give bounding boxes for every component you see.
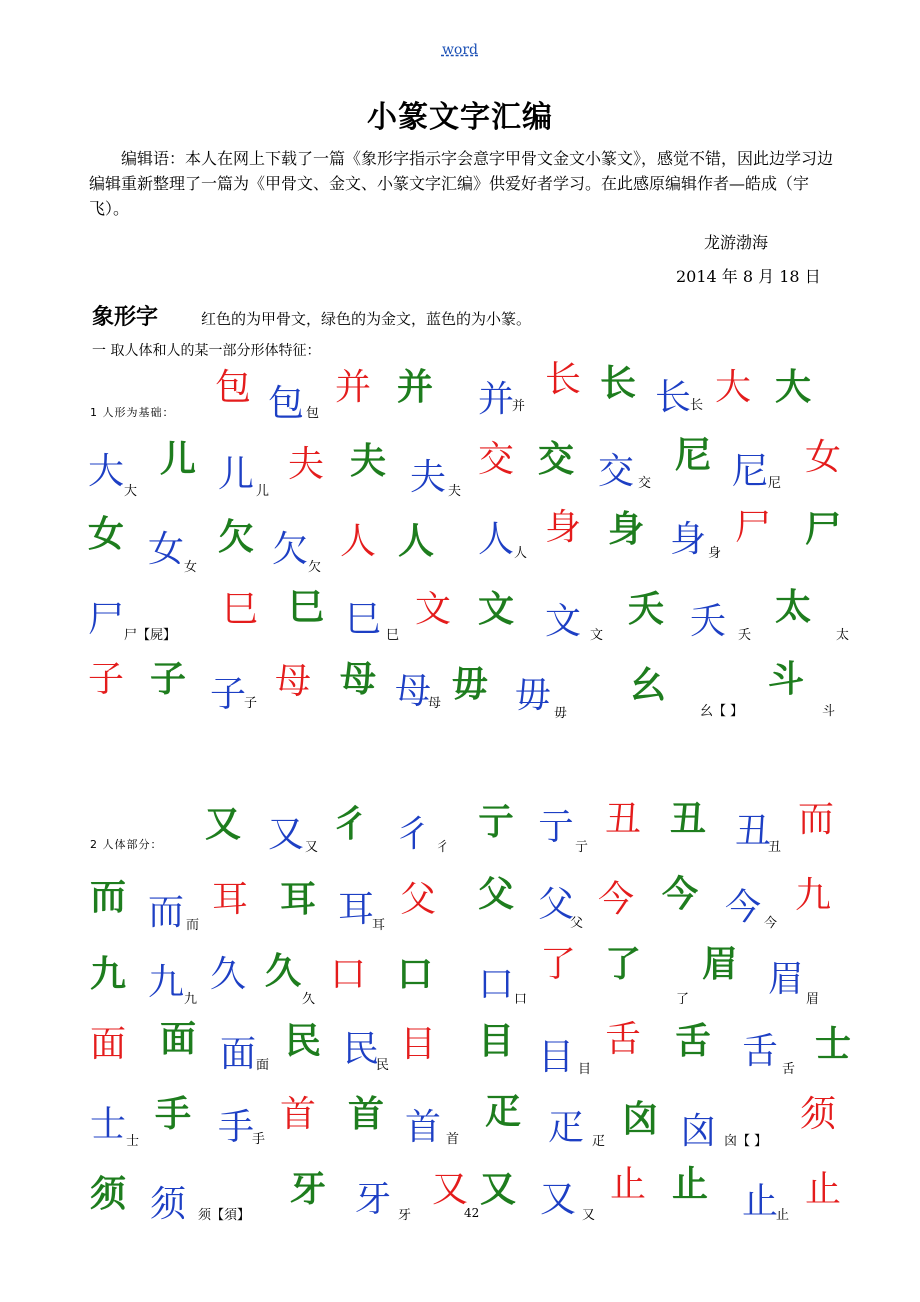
glyph-blue: 又 bbox=[540, 1179, 577, 1220]
glyph-green: 眉 bbox=[702, 944, 739, 985]
glyph-blue: 夫 bbox=[410, 457, 447, 498]
glyph-green: 儿 bbox=[160, 439, 197, 480]
glyph-red: 交 bbox=[478, 439, 515, 480]
glyph-green: 彳 bbox=[332, 804, 369, 845]
character-label: 首 bbox=[446, 1132, 460, 1147]
character-label: 而 bbox=[186, 918, 200, 933]
glyph-green: 长 bbox=[600, 363, 637, 404]
glyph-blue: 止 bbox=[742, 1181, 779, 1222]
character-label: 牙 bbox=[398, 1208, 412, 1223]
character-label: 九 bbox=[184, 992, 198, 1007]
glyph-blue: 文 bbox=[545, 601, 582, 642]
glyph-blue: 目 bbox=[538, 1037, 575, 1078]
glyph-red: 包 bbox=[215, 367, 252, 408]
character-label: 亍 bbox=[575, 840, 589, 855]
glyph-green: 毋 bbox=[452, 664, 489, 705]
glyph-red: 夫 bbox=[288, 444, 325, 485]
glyph-green: 舌 bbox=[675, 1021, 712, 1062]
character-label: 久 bbox=[302, 992, 316, 1007]
glyph-green: 又 bbox=[480, 1169, 517, 1210]
glyph-green: 了 bbox=[605, 944, 642, 985]
glyph-green: 并 bbox=[397, 367, 434, 408]
character-label: 毋 bbox=[554, 706, 568, 721]
glyph-green: 斗 bbox=[768, 659, 805, 700]
glyph-green: 身 bbox=[608, 509, 645, 550]
glyph-red: 子 bbox=[88, 659, 125, 700]
character-label: 手 bbox=[252, 1132, 266, 1147]
glyph-blue: 牙 bbox=[355, 1179, 392, 1220]
character-label: 交 bbox=[638, 476, 652, 491]
glyph-red: 九 bbox=[795, 875, 832, 916]
glyph-red: 止 bbox=[805, 1169, 842, 1210]
character-label: 口 bbox=[514, 992, 528, 1007]
glyph-red: 耳 bbox=[212, 879, 249, 920]
glyph-red: 尸 bbox=[735, 507, 772, 548]
character-label: 长 bbox=[690, 398, 704, 413]
glyph-blue: 手 bbox=[218, 1107, 255, 1148]
glyph-green: 文 bbox=[478, 589, 515, 630]
glyph-red: 并 bbox=[335, 367, 372, 408]
glyph-red: 文 bbox=[415, 589, 452, 630]
glyph-red: 长 bbox=[545, 359, 582, 400]
character-label: 人 bbox=[514, 546, 528, 561]
character-label: 太 bbox=[836, 628, 850, 643]
character-label: 又 bbox=[305, 840, 319, 855]
glyph-green: 尼 bbox=[675, 435, 712, 476]
glyph-green: 囟 bbox=[622, 1099, 659, 1140]
glyph-blue: 须 bbox=[150, 1184, 187, 1225]
glyph-blue: 彳 bbox=[395, 814, 432, 855]
glyph-blue: 身 bbox=[670, 519, 707, 560]
glyph-blue: 民 bbox=[343, 1029, 380, 1070]
character-label: 母 bbox=[428, 696, 442, 711]
glyph-red: 今 bbox=[598, 879, 635, 920]
glyph-green: 幺 bbox=[630, 665, 667, 706]
glyph-blue: 欠 bbox=[272, 529, 309, 570]
glyph-green: 而 bbox=[90, 877, 127, 918]
character-label: 彳 bbox=[436, 840, 450, 855]
glyph-green: 人 bbox=[398, 521, 435, 562]
glyph-green: 面 bbox=[160, 1019, 197, 1060]
glyph-green: 止 bbox=[672, 1164, 709, 1205]
character-label: 士 bbox=[126, 1134, 140, 1149]
character-label: 止 bbox=[776, 1208, 790, 1223]
glyph-red: 巳 bbox=[222, 589, 259, 630]
character-label: 包 bbox=[306, 406, 320, 421]
character-label: 幺【 】 bbox=[700, 704, 744, 719]
glyph-blue: 舌 bbox=[742, 1031, 779, 1072]
glyph-blue: 疋 bbox=[548, 1107, 585, 1148]
character-label: 夫 bbox=[448, 484, 462, 499]
glyph-green: 久 bbox=[265, 951, 302, 992]
character-label: 了 bbox=[676, 992, 690, 1007]
glyph-red: 女 bbox=[805, 437, 842, 478]
glyph-blue: 人 bbox=[478, 519, 515, 560]
glyph-blue: 眉 bbox=[768, 959, 805, 1000]
glyph-blue: 子 bbox=[210, 674, 247, 715]
glyph-green: 夭 bbox=[628, 589, 665, 630]
character-label: 欠 bbox=[308, 560, 322, 575]
glyph-blue: 尼 bbox=[732, 451, 769, 492]
glyph-green: 大 bbox=[775, 367, 812, 408]
character-label: 女 bbox=[184, 560, 198, 575]
character-label: 并 bbox=[512, 399, 526, 414]
glyph-green: 须 bbox=[90, 1174, 127, 1215]
glyph-green: 女 bbox=[88, 514, 125, 555]
glyph-blue: 毋 bbox=[515, 675, 552, 716]
glyph-green: 今 bbox=[662, 874, 699, 915]
glyph-green: 疋 bbox=[485, 1091, 522, 1132]
glyph-blue: 尸 bbox=[88, 599, 125, 640]
glyph-blue: 久 bbox=[210, 954, 247, 995]
glyph-red: 首 bbox=[280, 1094, 317, 1135]
glyph-blue: 又 bbox=[268, 814, 305, 855]
glyph-green: 首 bbox=[348, 1094, 385, 1135]
character-label: 舌 bbox=[782, 1062, 796, 1077]
row-label-1: 1 人形为基础： bbox=[90, 406, 175, 419]
glyph-green: 牙 bbox=[290, 1169, 327, 1210]
glyph-green: 父 bbox=[478, 874, 515, 915]
glyph-green: 口 bbox=[397, 954, 434, 995]
glyph-green: 太 bbox=[775, 587, 812, 628]
glyph-red: 父 bbox=[400, 879, 437, 920]
glyph-red: 了 bbox=[540, 944, 577, 985]
glyph-blue: 囟 bbox=[680, 1111, 717, 1152]
character-label: 今 bbox=[764, 916, 778, 931]
glyph-blue: 包 bbox=[268, 383, 305, 424]
glyph-blue: 并 bbox=[478, 379, 515, 420]
glyph-green: 耳 bbox=[280, 879, 317, 920]
glyph-red: 丑 bbox=[605, 799, 642, 840]
glyph-red: 须 bbox=[800, 1094, 837, 1135]
glyph-red: 舌 bbox=[605, 1019, 642, 1060]
character-label: 囟【 】 bbox=[724, 1134, 768, 1149]
glyph-green: 母 bbox=[340, 659, 377, 700]
glyph-blue: 女 bbox=[148, 529, 185, 570]
section-note: 红色的为甲骨文，绿色的为金文，蓝色的为小篆。 bbox=[201, 310, 532, 328]
row-label-2: 2 人体部分： bbox=[90, 838, 163, 851]
glyph-red: 大 bbox=[715, 367, 752, 408]
glyph-blue: 父 bbox=[538, 884, 575, 925]
author: 龙游渤海 bbox=[704, 233, 769, 252]
glyph-blue: 夭 bbox=[690, 601, 727, 642]
glyph-green: 手 bbox=[155, 1094, 192, 1135]
character-label: 民 bbox=[376, 1058, 390, 1073]
glyph-blue: 士 bbox=[90, 1104, 127, 1145]
glyph-blue: 儿 bbox=[218, 454, 255, 495]
glyph-blue: 面 bbox=[220, 1034, 257, 1075]
glyph-blue: 耳 bbox=[338, 889, 375, 930]
glyph-green: 欠 bbox=[218, 517, 255, 558]
glyph-red: 面 bbox=[90, 1024, 127, 1065]
glyph-blue: 今 bbox=[725, 887, 762, 928]
character-label: 丑 bbox=[768, 840, 782, 855]
glyph-green: 九 bbox=[90, 954, 127, 995]
glyph-blue: 长 bbox=[655, 377, 692, 418]
character-label: 文 bbox=[590, 628, 604, 643]
glyph-red: 人 bbox=[340, 521, 377, 562]
section-title: 象形字 bbox=[92, 305, 159, 330]
character-label: 尸【屍】 bbox=[124, 628, 177, 643]
glyph-red: 又 bbox=[432, 1169, 469, 1210]
character-label: 子 bbox=[244, 696, 258, 711]
character-label: 面 bbox=[256, 1058, 270, 1073]
glyph-blue: 丑 bbox=[735, 811, 772, 852]
glyph-green: 亍 bbox=[478, 802, 515, 843]
page-number: 42 bbox=[464, 1206, 480, 1220]
section-subtitle: 一 取人体和人的某一部分形体特征： bbox=[92, 343, 321, 359]
intro-paragraph bbox=[89, 146, 834, 221]
glyph-red: 目 bbox=[400, 1024, 437, 1065]
character-label: 眉 bbox=[806, 992, 820, 1007]
header-word-link[interactable]: word bbox=[441, 42, 479, 58]
glyph-red: 身 bbox=[545, 507, 582, 548]
character-label: 斗 bbox=[822, 704, 836, 719]
character-label: 巳 bbox=[386, 628, 400, 643]
character-label: 大 bbox=[124, 484, 138, 499]
glyph-green: 夫 bbox=[350, 441, 387, 482]
glyph-green: 子 bbox=[150, 659, 187, 700]
character-label: 耳 bbox=[372, 918, 386, 933]
glyph-green: 巳 bbox=[288, 587, 325, 628]
glyph-green: 士 bbox=[815, 1024, 852, 1065]
glyph-green: 目 bbox=[478, 1021, 515, 1062]
character-label: 夭 bbox=[738, 628, 752, 643]
glyph-blue: 而 bbox=[148, 892, 185, 933]
glyph-red: 止 bbox=[610, 1164, 647, 1205]
glyph-blue: 亍 bbox=[538, 807, 575, 848]
character-label: 须【須】 bbox=[198, 1208, 251, 1223]
glyph-red: 而 bbox=[798, 799, 835, 840]
glyph-blue: 巳 bbox=[345, 599, 382, 640]
glyph-blue: 母 bbox=[395, 671, 432, 712]
glyph-green: 民 bbox=[285, 1021, 322, 1062]
glyph-green: 丑 bbox=[670, 799, 707, 840]
glyph-blue: 大 bbox=[88, 451, 125, 492]
character-label: 又 bbox=[582, 1208, 596, 1223]
date: 2014 年 8 月 18 日 bbox=[676, 267, 821, 286]
character-label: 父 bbox=[570, 916, 584, 931]
character-label: 目 bbox=[578, 1062, 592, 1077]
character-label: 尼 bbox=[768, 476, 782, 491]
intro-text: 编辑语：本人在网上下载了一篇《象形字指示字会意字甲骨文金文小篆文》，感觉不错，因此边学习边编辑重新整理了一篇为《甲骨文、金文、小篆文字汇编》供爱好者学习。在此感原编辑作者—皓成（宇飞）。 bbox=[89, 149, 834, 218]
page-title: 小篆文字汇编 bbox=[367, 100, 553, 135]
character-label: 儿 bbox=[256, 484, 270, 499]
glyph-blue: 九 bbox=[148, 962, 185, 1003]
glyph-green: 尸 bbox=[805, 509, 842, 550]
glyph-blue: 交 bbox=[598, 451, 635, 492]
glyph-red: 母 bbox=[275, 661, 312, 702]
character-label: 身 bbox=[708, 546, 722, 561]
character-label: 疋 bbox=[592, 1134, 606, 1149]
glyph-green: 又 bbox=[205, 804, 242, 845]
glyph-red: 口 bbox=[330, 954, 367, 995]
glyph-blue: 首 bbox=[405, 1107, 442, 1148]
glyph-blue: 口 bbox=[478, 964, 515, 1005]
glyph-green: 交 bbox=[538, 439, 575, 480]
